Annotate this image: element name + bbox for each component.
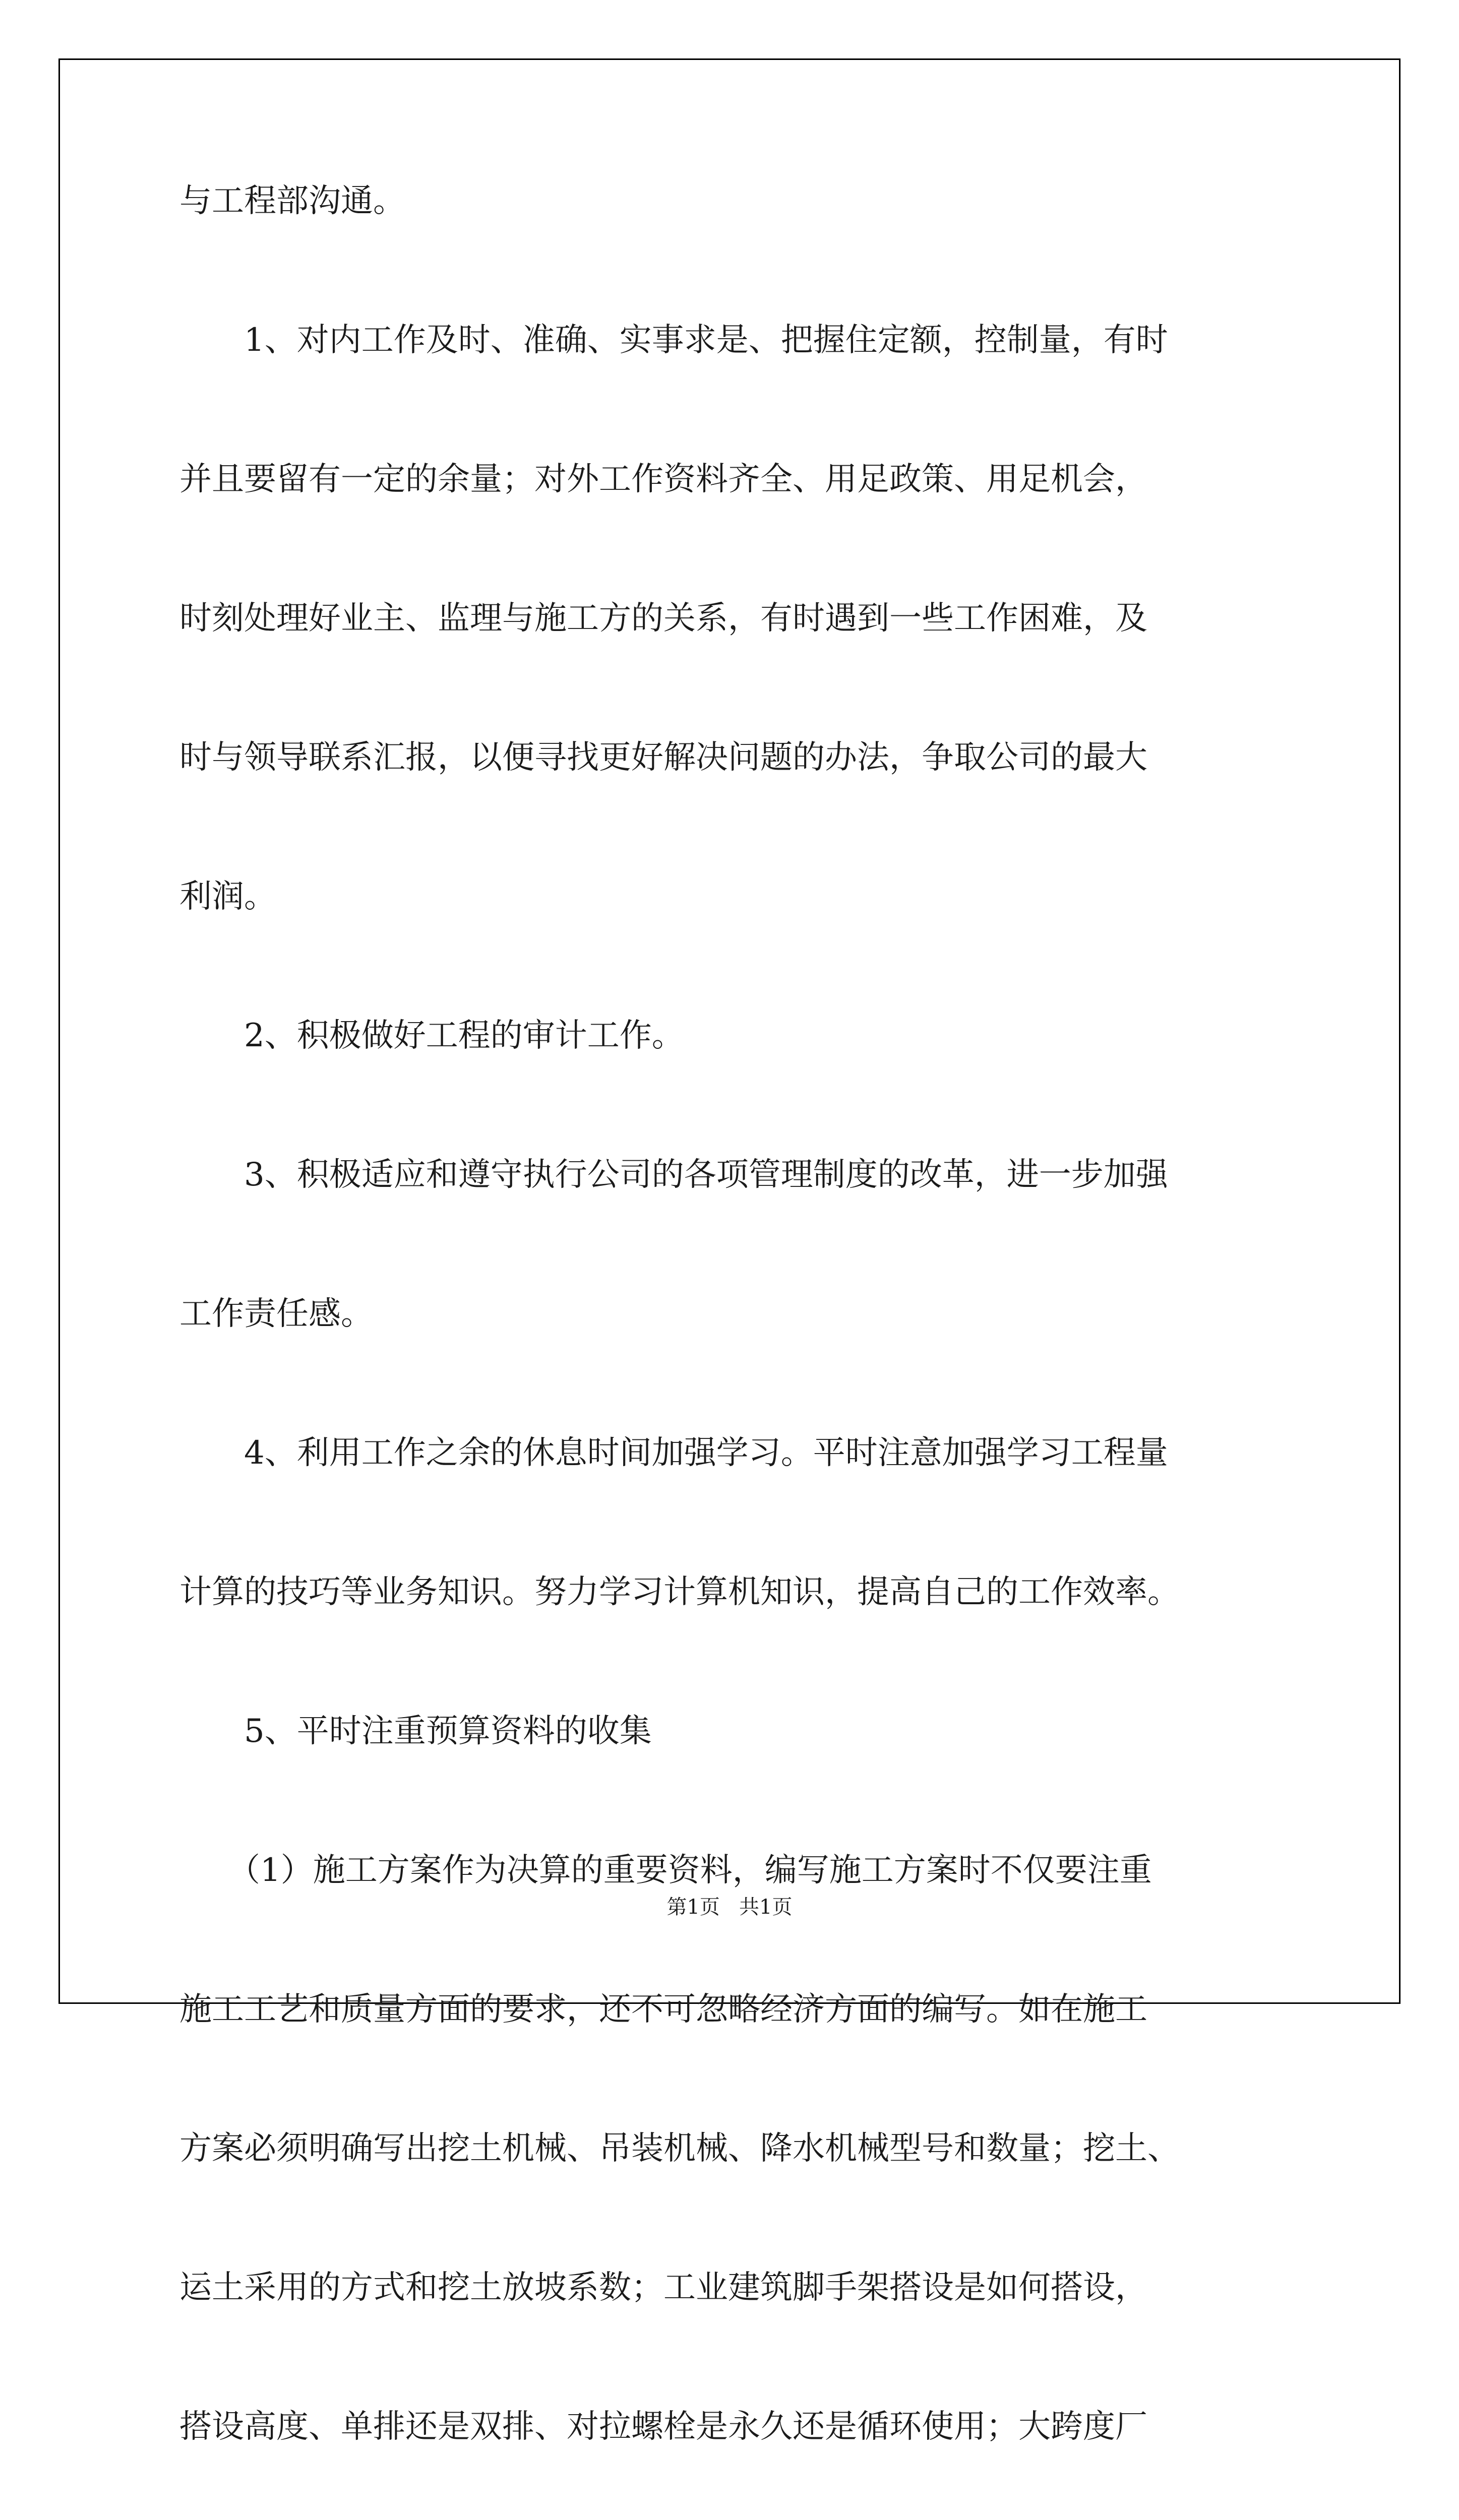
text-line: 1、对内工作及时、准确、实事求是、把握住定额，控制量，有时 <box>244 322 1168 359</box>
document-body <box>179 166 1284 2520</box>
text-line: 时与领导联系汇报，以便寻找更好解决问题的办法，争取公司的最大 <box>179 739 1147 776</box>
text-line: 搭设高度、单排还是双排、对拉螺栓是永久还是循环使用；大跨度厂 <box>179 2408 1147 2445</box>
text-line: 运土采用的方式和挖土放坡系数；工业建筑脚手架搭设是如何搭设， <box>179 2269 1147 2306</box>
text-line: 2、积极做好工程的审计工作。 <box>244 1017 684 1054</box>
text-line: 3、积极适应和遵守执行公司的各项管理制度的改革，进一步加强 <box>244 1156 1168 1193</box>
text-line: 方案必须明确写出挖土机械、吊装机械、降水机械型号和数量；挖土、 <box>179 2130 1180 2167</box>
text-line: （1）施工方案作为决算的重要资料，编写施工方案时不仅要注重 <box>228 1852 1152 1889</box>
text-line: 并且要留有一定的余量；对外工作资料齐全、用足政策、用足机会， <box>179 461 1147 498</box>
text-line: 4、利用工作之余的休息时间加强学习。平时注意加强学习工程量 <box>244 1434 1168 1472</box>
text-line: 计算的技巧等业务知识。努力学习计算机知识，提高自己的工作效率。 <box>179 1573 1180 1611</box>
page-footer: 第1页 共1页 <box>666 1896 793 1919</box>
text-line: 5、平时注重预算资料的收集 <box>244 1713 652 1750</box>
text-line: 时刻处理好业主、监理与施工方的关系，有时遇到一些工作困难，及 <box>179 600 1147 637</box>
text-line: 工作责任感。 <box>179 1295 373 1333</box>
text-line: 与工程部沟通。 <box>179 182 405 220</box>
text-line: 施工工艺和质量方面的要求，还不可忽略经济方面的编写。如在施工 <box>179 1991 1147 2028</box>
text-line: 利润。 <box>179 878 276 915</box>
